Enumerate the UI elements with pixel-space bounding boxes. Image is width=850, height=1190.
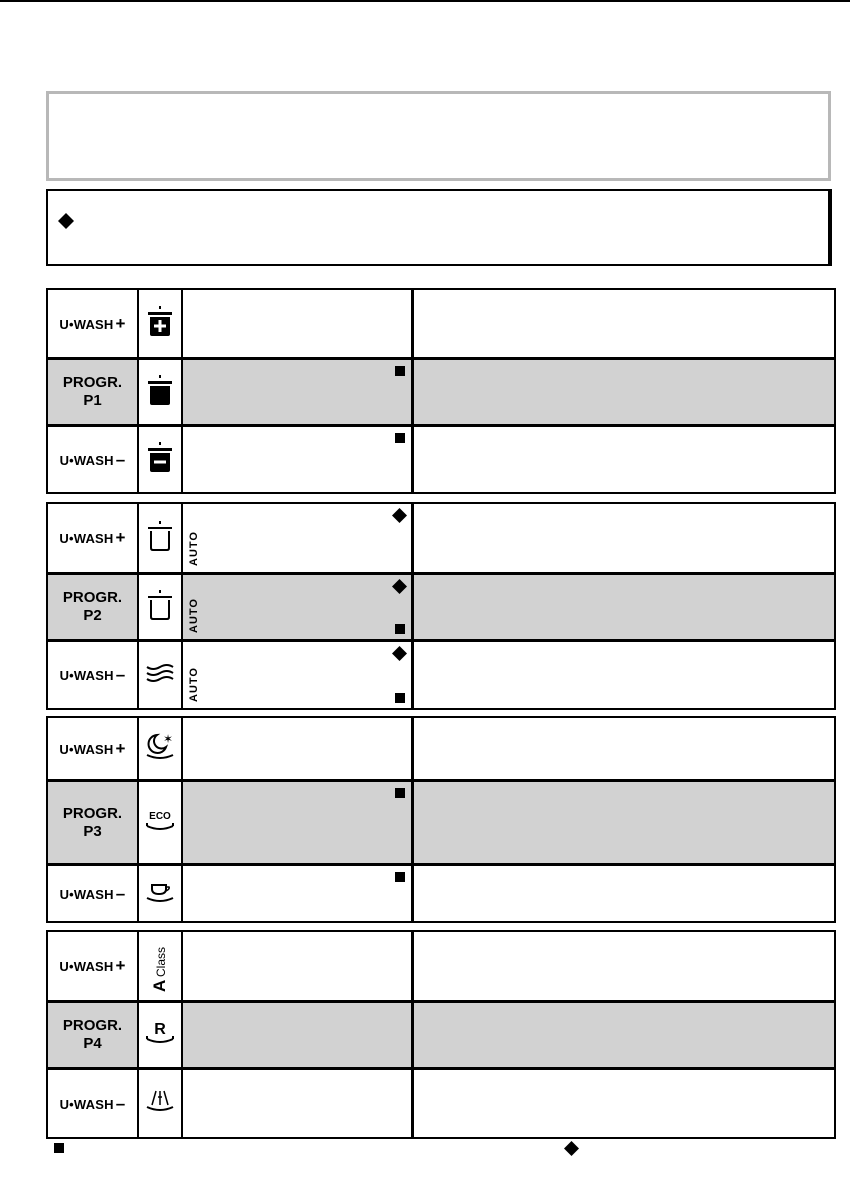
eco-icon	[144, 806, 176, 839]
uwash-sign: –	[115, 883, 126, 903]
notes-cell	[414, 866, 834, 921]
progr-label: PROGR.	[62, 804, 123, 822]
notes-cell	[414, 782, 834, 863]
a-class-icon	[149, 934, 171, 999]
auto-label: AUTO	[188, 598, 200, 633]
uwash-row[interactable]	[48, 639, 834, 708]
program-icon-cell	[139, 642, 183, 708]
description-cell	[183, 866, 414, 921]
program-icon-cell	[139, 1070, 183, 1137]
description-cell	[183, 782, 414, 863]
uwash-row[interactable]	[48, 1067, 834, 1137]
program-number: P1	[83, 392, 102, 409]
notes-cell	[414, 360, 834, 424]
diamond-icon	[58, 213, 74, 229]
uwash-label: U•WASH –	[59, 665, 126, 684]
uwash-row[interactable]	[48, 718, 834, 779]
svg-text:A: A	[150, 979, 169, 992]
pot-minus-icon	[146, 440, 174, 479]
uwash-sign: +	[115, 313, 126, 333]
auto-label: AUTO	[188, 531, 200, 566]
uwash-label-cell	[48, 290, 139, 357]
pot-plus-icon	[146, 304, 174, 343]
description-cell	[183, 718, 414, 779]
program-icon-cell	[139, 504, 183, 572]
progr-label: PROGR.	[62, 1017, 123, 1034]
notes-cell	[414, 504, 834, 572]
program-group	[46, 716, 836, 923]
description-cell	[183, 504, 414, 572]
uwash-label-cell	[48, 1070, 139, 1137]
description-cell	[183, 642, 414, 708]
diamond-icon	[392, 579, 407, 594]
program-row[interactable]	[48, 572, 834, 639]
uwash-label-cell	[48, 718, 139, 779]
program-label-cell	[48, 360, 139, 424]
progr-label: PROGR.	[62, 589, 123, 606]
program-icon-cell	[139, 866, 183, 921]
pot-outline-icon	[146, 519, 174, 558]
program-icon-cell	[139, 932, 183, 1000]
program-label-cell	[48, 1003, 139, 1067]
waves-icon	[145, 661, 175, 690]
program-number: P3	[83, 822, 102, 840]
program-group	[46, 502, 836, 710]
uwash-row[interactable]	[48, 932, 834, 1000]
uwash-label: U•WASH –	[59, 883, 126, 903]
square-marker-icon	[395, 788, 405, 798]
program-row[interactable]	[48, 779, 834, 863]
uwash-label-cell	[48, 866, 139, 921]
program-row[interactable]	[48, 357, 834, 424]
program-icon-cell	[139, 575, 183, 639]
notes-cell	[414, 427, 834, 492]
diamond-icon	[392, 508, 407, 523]
uwash-row[interactable]	[48, 424, 834, 492]
uwash-label: U•WASH +	[59, 738, 126, 758]
notes-cell	[414, 1003, 834, 1067]
uwash-row[interactable]	[48, 290, 834, 357]
program-icon-cell	[139, 290, 183, 357]
notes-cell	[414, 642, 834, 708]
description-cell	[183, 575, 414, 639]
svg-text:Class: Class	[154, 946, 168, 977]
uwash-sign: –	[115, 665, 126, 684]
program-icon-cell	[139, 360, 183, 424]
program-label-cell	[48, 782, 139, 863]
program-icon-cell	[139, 718, 183, 779]
top-rule	[0, 0, 850, 2]
description-cell	[183, 290, 414, 357]
night-icon	[144, 731, 176, 766]
program-icon-cell	[139, 782, 183, 863]
program-row[interactable]	[48, 1000, 834, 1067]
program-group	[46, 288, 836, 494]
svg-text:✶: ✶	[163, 732, 174, 746]
svg-text:ECO: ECO	[149, 811, 171, 822]
program-icon-cell	[139, 427, 183, 492]
diamond-icon	[392, 646, 407, 661]
description-cell	[183, 1003, 414, 1067]
program-number: P2	[83, 607, 102, 624]
legend-square-icon	[54, 1143, 64, 1153]
program-label-cell	[48, 575, 139, 639]
cup-icon	[144, 877, 176, 910]
notes-cell	[414, 575, 834, 639]
square-marker-icon	[395, 693, 405, 703]
square-marker-icon	[395, 624, 405, 634]
uwash-label: U•WASH +	[59, 528, 126, 547]
notes-cell	[414, 1070, 834, 1137]
description-cell	[183, 932, 414, 1000]
legend-diamond-icon	[564, 1141, 579, 1156]
uwash-sign: +	[115, 738, 126, 758]
pot-filled-icon	[146, 373, 174, 412]
header-box	[46, 91, 831, 181]
program-number: P4	[83, 1035, 102, 1052]
note-box	[46, 189, 832, 266]
pot-outline-icon	[146, 588, 174, 627]
description-cell	[183, 427, 414, 492]
uwash-sign: –	[115, 449, 126, 469]
uwash-sign: +	[115, 528, 126, 547]
description-cell	[183, 360, 414, 424]
notes-cell	[414, 290, 834, 357]
uwash-label: U•WASH –	[59, 449, 126, 469]
uwash-row[interactable]	[48, 863, 834, 921]
svg-text:R: R	[154, 1020, 166, 1038]
uwash-label-cell	[48, 642, 139, 708]
description-cell	[183, 1070, 414, 1137]
uwash-label: U•WASH +	[59, 313, 126, 333]
program-group	[46, 930, 836, 1139]
notes-cell	[414, 932, 834, 1000]
uwash-label: U•WASH +	[59, 956, 126, 975]
glass-icon	[144, 1087, 176, 1120]
uwash-label-cell	[48, 504, 139, 572]
uwash-label-cell	[48, 932, 139, 1000]
auto-label: AUTO	[188, 667, 200, 702]
uwash-sign: +	[115, 956, 126, 975]
square-marker-icon	[395, 366, 405, 376]
uwash-label: U•WASH –	[59, 1093, 126, 1113]
progr-label: PROGR.	[62, 374, 123, 391]
program-icon-cell	[139, 1003, 183, 1067]
square-marker-icon	[395, 872, 405, 882]
rinse-r-icon	[144, 1019, 176, 1052]
uwash-row[interactable]	[48, 504, 834, 572]
notes-cell	[414, 718, 834, 779]
uwash-sign: –	[115, 1093, 126, 1113]
uwash-label-cell	[48, 427, 139, 492]
square-marker-icon	[395, 433, 405, 443]
